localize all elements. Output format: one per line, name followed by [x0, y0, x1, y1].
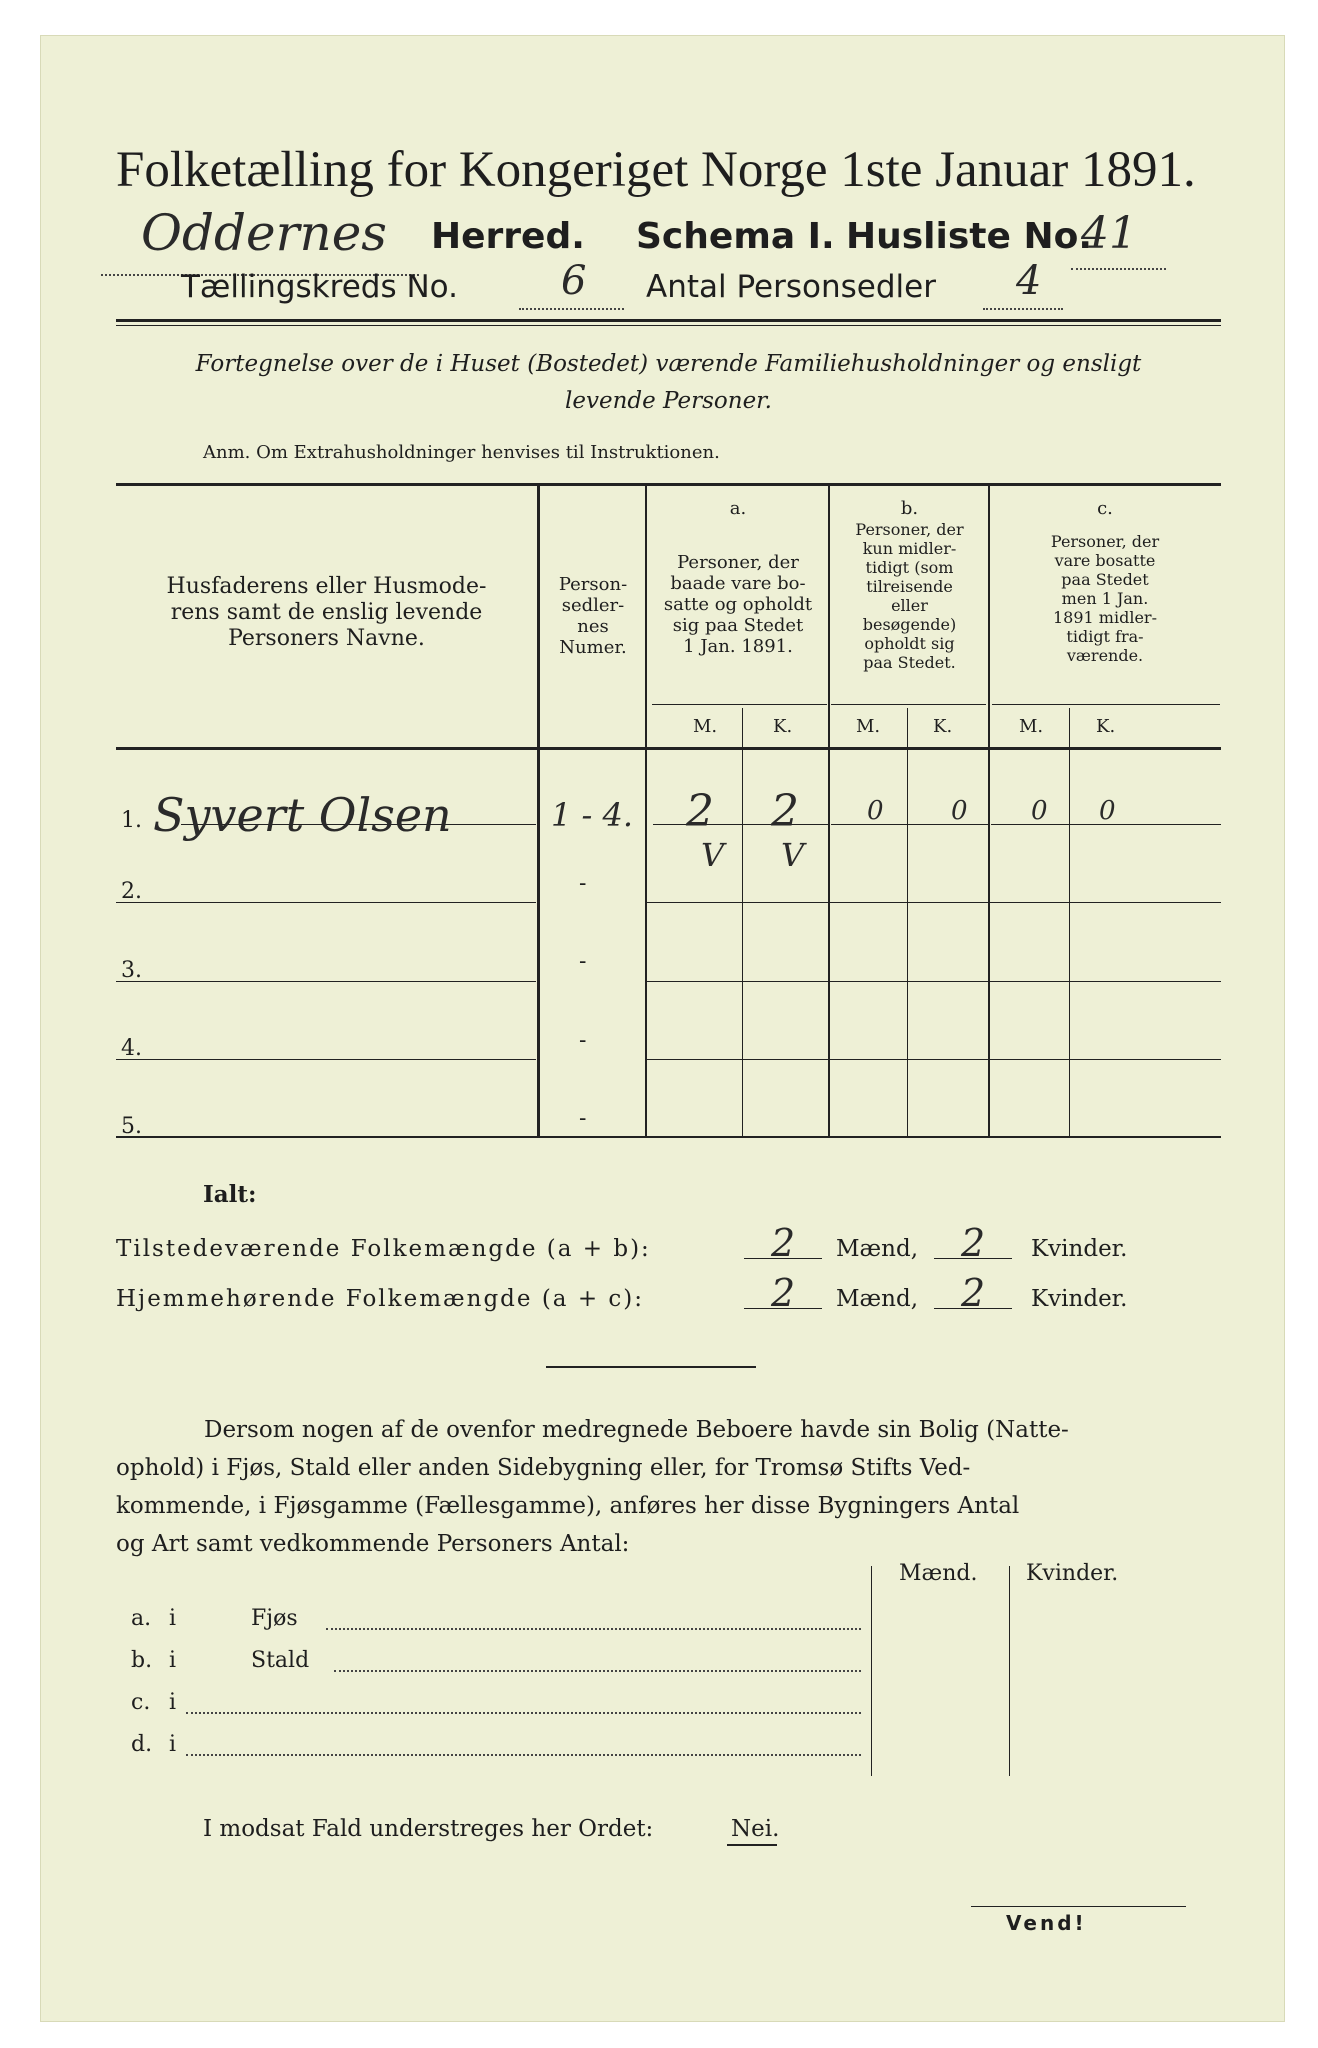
col-c-header-line: paa Stedet [1061, 570, 1149, 589]
mk-rule-a [652, 704, 827, 705]
row-1-b-k: 0 [951, 796, 968, 826]
nei-underline [727, 1844, 777, 1846]
hjemme-k-value: 2 [961, 1271, 986, 1315]
vend-rule [971, 1906, 1186, 1907]
col-c-header [991, 532, 1219, 665]
col-b-header-line: eller [891, 596, 928, 615]
buildings-para-1: Dersom nogen af de ovenfor medregnede Beboere havde sin Bolig (Natte- [204, 1417, 1069, 1443]
bldg-b-dots [334, 1668, 861, 1672]
col-a-letter: a. [729, 498, 747, 519]
kreds-label: Tællingskreds No. [181, 269, 458, 305]
row-5-numer: - [579, 1106, 587, 1131]
buildings-para-4: og Art samt vedkommende Personers Antal: [116, 1531, 630, 1557]
col-b-header-line: paa Stedet. [863, 653, 956, 672]
col-c-m-label: M. [1019, 716, 1044, 737]
row-rule-2-r [647, 902, 1221, 903]
col-divider-4 [988, 485, 990, 1137]
header-rule [116, 319, 1221, 322]
husliste-value: 41 [1081, 208, 1137, 259]
form-title: Folketælling for Kongeriget Norge 1ste Januar 1891. [116, 142, 1196, 198]
row-1-c-k: 0 [1099, 796, 1116, 826]
row-1-a-k-check: V [781, 836, 805, 874]
bldg-d-i: i [169, 1732, 177, 1757]
col-a-header-line: sig paa Stedet [672, 615, 804, 636]
intro-text: Fortegnelse over de i Huset (Bostedet) værende Familiehusholdninger og ensligt [195, 351, 1142, 377]
bldg-c-i: i [169, 1690, 177, 1715]
row-2-numer: - [579, 871, 587, 896]
row-rule-1-a [653, 824, 828, 825]
vend-text: Vend! [1006, 1911, 1087, 1935]
herred-label: Herred. [431, 216, 585, 257]
buildings-para-3: kommende, i Fjøsgamme (Fællesgamme), anføres her disse Bygningers Antal [116, 1493, 1020, 1519]
col-c-header-line: værende. [1066, 646, 1144, 665]
row-4-numer: - [579, 1028, 587, 1053]
tilstede-m-value: 2 [771, 1221, 796, 1265]
col-b-header-line: tilreisende [866, 577, 953, 596]
row-num-2: 2. [121, 879, 142, 904]
col-b-header-line: Personer, der [855, 520, 964, 539]
col-b-k-label: K. [933, 716, 953, 737]
row-rule-3 [116, 981, 536, 982]
row-rule-4-r [647, 1059, 1221, 1060]
table-top-rule [116, 483, 1221, 486]
col-c-header-line: Personer, der [1050, 532, 1160, 551]
tilstede-maend: Mænd, [836, 1236, 919, 1262]
row-1-a-m-check: V [701, 836, 725, 874]
row-num-3: 3. [121, 958, 142, 983]
col-c-letter: c. [1097, 498, 1113, 519]
col-num-l1: Person- [558, 574, 628, 595]
bldg-b-i: i [169, 1648, 177, 1673]
census-form-page [40, 35, 1285, 2022]
row-num-5: 5. [121, 1114, 142, 1139]
row-1-name: Syvert Olsen [153, 788, 452, 842]
col-a-k-label: K. [773, 716, 793, 737]
buildings-paragraph [116, 1411, 1221, 1563]
section-separator [546, 1366, 756, 1368]
bldg-b-label: Stald [251, 1648, 310, 1673]
row-rule-3-r [647, 981, 1221, 982]
col-c-header-line: 1891 midler- [1053, 608, 1157, 627]
personsedler-value: 4 [1016, 258, 1042, 304]
buildings-para-2: ophold) i Fjøs, Stald eller anden Sidebygning eller, for Tromsø Stifts Ved- [116, 1455, 971, 1481]
row-1-c-m: 0 [1031, 796, 1048, 826]
bldg-d-dots [186, 1752, 861, 1756]
buildings-kvinder-header: Kvinder. [1026, 1561, 1119, 1586]
tilstede-label: Tilstedeværende Folkemængde (a + b): [116, 1236, 651, 1262]
col-name-header-l3: Personers Navne. [228, 626, 425, 651]
row-3-numer: - [579, 949, 587, 974]
col-a-header-line: satte og opholdt [663, 594, 813, 615]
table-header-rule [116, 747, 1221, 750]
bldg-d-letter: d. [131, 1732, 153, 1757]
husliste-label: Husliste No. [846, 216, 1092, 257]
bldg-c-dots [186, 1710, 861, 1714]
col-c-header-line: tidigt fra- [1066, 627, 1144, 646]
intro-text-2: levende Personer. [565, 388, 772, 414]
bldg-a-letter: a. [131, 1606, 152, 1631]
col-a-header-line: Personer, der [677, 552, 799, 573]
col-b-header [831, 520, 988, 672]
schema-label: Schema I. [636, 216, 835, 257]
col-a-header-line: baade vare bo- [670, 573, 806, 594]
row-1-numer: 1 - 4. [551, 796, 634, 834]
col-name-header-l1: Husfaderens eller Husmode- [166, 574, 487, 599]
bldg-b-letter: b. [131, 1648, 153, 1673]
col-divider-2 [645, 485, 647, 1137]
col-b-header-line: opholdt sig [864, 634, 955, 653]
herred-value: Oddernes [141, 204, 387, 262]
row-num-1: 1. [121, 808, 142, 833]
col-num-l3: nes [577, 616, 609, 637]
buildings-col-divider-1 [871, 1566, 872, 1776]
col-divider-a-mk [742, 708, 743, 1136]
row-num-4: 4. [121, 1036, 142, 1061]
modsat-text: I modsat Fald understreges her Ordet: [203, 1816, 654, 1842]
col-num-l2: sedler- [561, 595, 625, 616]
col-divider-1 [537, 485, 540, 1137]
bldg-a-dots [326, 1626, 861, 1630]
bldg-a-label: Fjøs [251, 1606, 298, 1631]
col-a-m-label: M. [693, 716, 718, 737]
row-1-a-m: 2 [686, 786, 714, 837]
col-num-l4: Numer. [559, 637, 627, 658]
header-rule-thin [116, 325, 1221, 326]
ialt-label: Ialt: [203, 1181, 257, 1208]
bldg-a-i: i [169, 1606, 177, 1631]
col-c-header-line: men 1 Jan. [1061, 589, 1149, 608]
nei-word: Nei. [731, 1816, 780, 1842]
col-num-header [541, 574, 645, 658]
row-rule-2 [116, 902, 536, 903]
col-b-m-label: M. [856, 716, 881, 737]
col-a-header-line: 1 Jan. 1891. [683, 636, 793, 657]
buildings-maend-header: Mænd. [899, 1561, 978, 1586]
col-b-header-line: tidigt (som [865, 558, 954, 577]
hjemme-maend: Mænd, [836, 1286, 919, 1312]
col-b-header-line: besøgende) [862, 615, 957, 634]
tilstede-kvinder: Kvinder. [1031, 1236, 1128, 1262]
personsedler-label: Antal Personsedler [646, 269, 936, 305]
col-c-header-line: vare bosatte [1054, 551, 1156, 570]
col-name-header-l2: rens samt de enslig levende [170, 600, 483, 625]
row-rule-4 [116, 1059, 536, 1060]
col-divider-3 [828, 485, 830, 1137]
col-b-letter: b. [900, 498, 919, 519]
table-bottom-rule [116, 1136, 1221, 1138]
col-divider-c-mk [1069, 708, 1070, 1136]
row-1-b-m: 0 [867, 796, 884, 826]
col-name-header [119, 574, 534, 652]
tilstede-k-value: 2 [961, 1221, 986, 1265]
mk-rule-c [992, 704, 1220, 705]
mk-rule-b [831, 704, 986, 705]
row-1-a-k: 2 [771, 786, 799, 837]
col-divider-b-mk [907, 708, 908, 1136]
hjemme-label: Hjemmehørende Folkemængde (a + c): [116, 1286, 644, 1312]
col-c-k-label: K. [1096, 716, 1116, 737]
bldg-c-letter: c. [131, 1690, 151, 1715]
anm-note: Anm. Om Extrahusholdninger henvises til Instruktionen. [203, 442, 720, 463]
col-a-header [648, 552, 828, 657]
hjemme-m-value: 2 [771, 1271, 796, 1315]
col-b-header-line: kun midler- [862, 539, 957, 558]
buildings-col-divider-2 [1009, 1566, 1010, 1776]
kreds-value: 6 [561, 258, 587, 304]
hjemme-kvinder: Kvinder. [1031, 1286, 1128, 1312]
